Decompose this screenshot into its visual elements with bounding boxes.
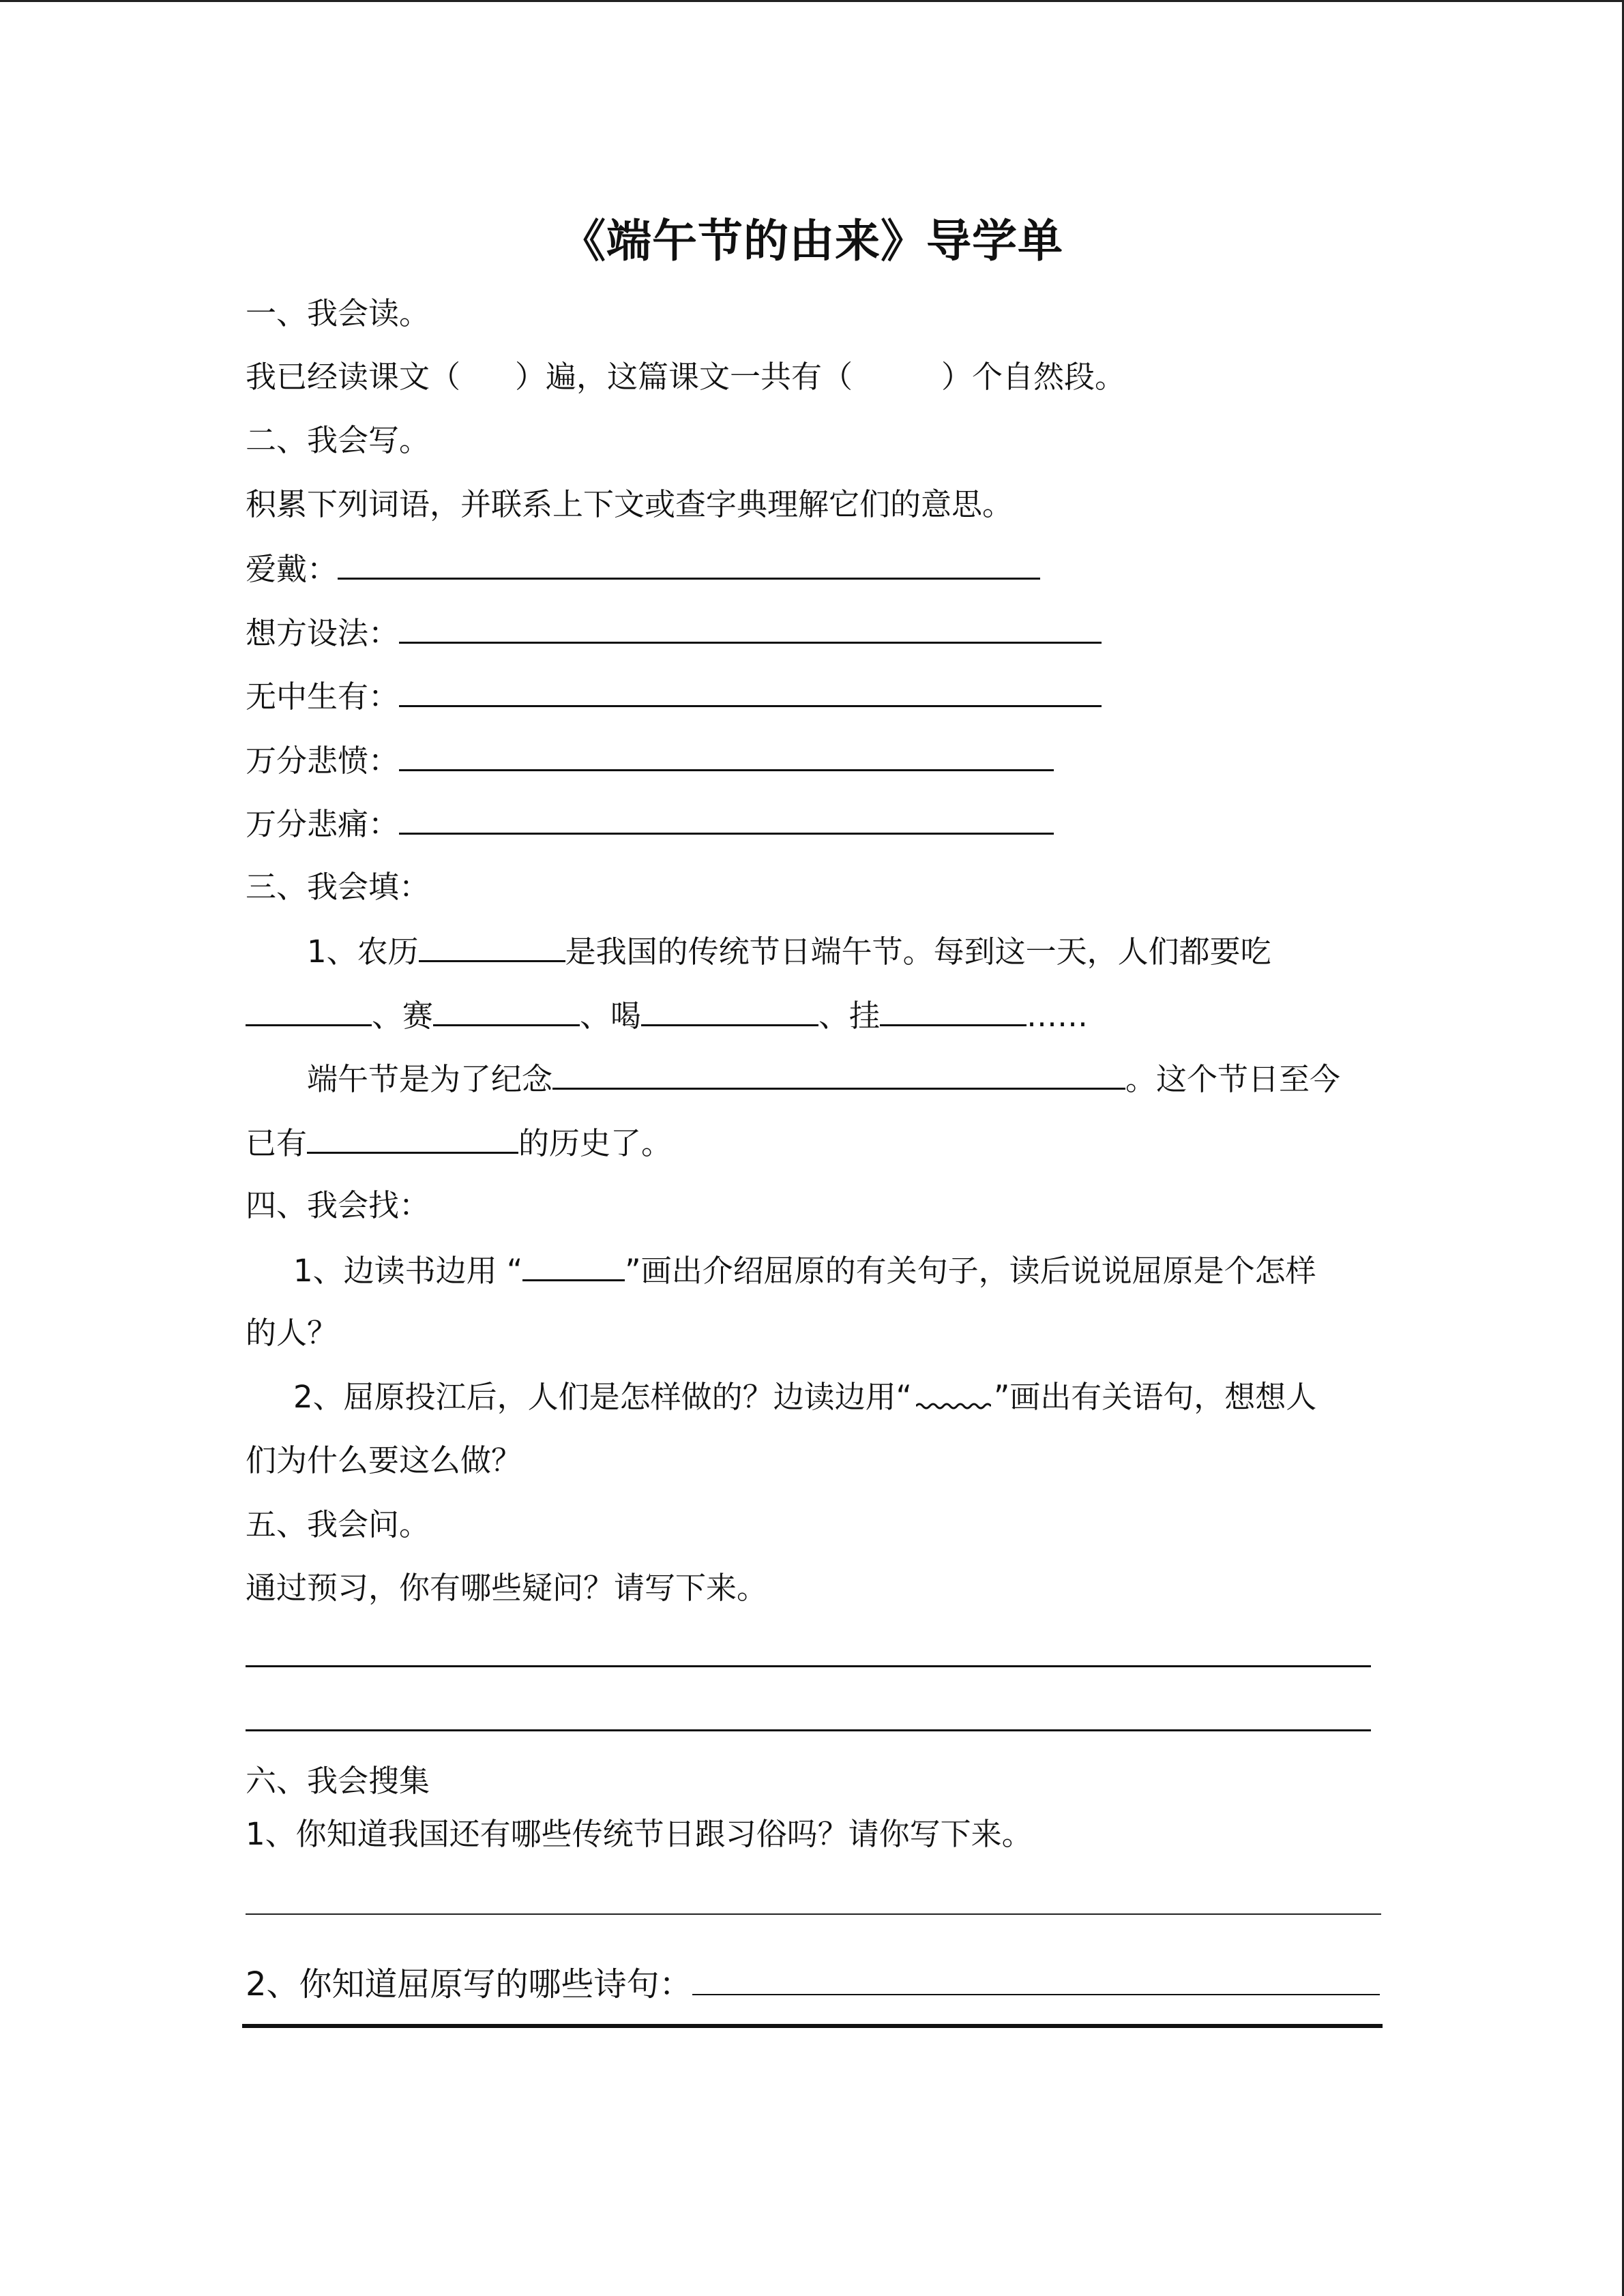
fill-line-4 [246,1122,672,1164]
festival-answer-line[interactable] [246,1913,1381,1915]
word-label: 万分悲痛： [246,806,400,842]
section-3-heading: 三、我会填： [246,869,430,905]
fill-line-2 [246,994,1088,1037]
fill-text: 、挂 [818,998,881,1034]
poem-question-line [246,1964,1380,2005]
word-answer-blank[interactable] [399,803,1054,835]
wavy-line-mark [912,1377,994,1407]
fill-text: 端午节是为了纪念 [307,1061,553,1097]
question-answer-line-1[interactable] [246,1665,1371,1667]
fill-line-1 [307,930,1271,972]
fill-text: 已有 [246,1125,308,1161]
page-title: 《端午节的由来》导学单 [561,215,1063,267]
section-2-instruction: 积累下列词语，并联系上下文或查字典理解它们的意思。 [246,486,1014,522]
word-line-aidai [246,548,1040,590]
section-5-instruction: 通过预习，你有哪些疑问？请写下来。 [246,1570,768,1606]
find-question-1 [293,1249,1316,1292]
bottom-rule [242,2024,1383,2028]
section-2-heading: 二、我会写。 [246,422,430,458]
fill-text: 。这个节日至今 [1125,1061,1341,1097]
section-6-heading: 六、我会搜集 [246,1763,430,1799]
fill-text: …… [1027,998,1089,1034]
word-line-beitong [246,803,1054,845]
poem-question: 2、你知道屈原写的哪些诗句： [246,1965,692,2003]
word-answer-blank[interactable] [399,612,1102,644]
word-label: 万分悲愤： [246,743,400,779]
section-4-heading: 四、我会找： [246,1187,430,1223]
fill-text: 的历史了。 [518,1125,673,1161]
read-count-text-b: ）遍，这篇课文一共有（ [515,359,853,395]
find-question-1-cont: 的人？ [246,1315,338,1351]
race-blank[interactable] [433,994,580,1026]
read-count-text-a: 我已经读课文（ [246,359,461,395]
commemorate-blank[interactable] [552,1058,1125,1090]
word-label: 想方设法： [246,615,400,651]
fill-text: 、喝 [580,998,642,1034]
find-text: 1、边读书边用 “ [293,1253,523,1289]
read-count-text-c: ）个自然段。 [941,359,1126,395]
fill-text: 是我国的传统节日端午节。每到这一天，人们都要吃 [565,934,1271,970]
find-question-2-cont: 们为什么要这么做？ [246,1442,522,1478]
drink-blank[interactable] [641,994,818,1026]
eat-blank[interactable] [246,994,372,1026]
word-line-xiangfang [246,612,1102,654]
history-blank[interactable] [307,1122,518,1154]
poem-answer-blank[interactable] [692,1964,1380,1995]
word-line-beifen [246,739,1054,781]
word-answer-blank[interactable] [338,548,1040,580]
find-text: ”画出有关语句，想想人 [993,1379,1317,1415]
festival-question: 1、你知道我国还有哪些传统节日跟习俗吗？请你写下来。 [246,1816,1033,1852]
fill-line-3 [307,1058,1340,1100]
straight-line-mark [522,1249,625,1281]
question-answer-line-2[interactable] [246,1729,1371,1731]
date-blank[interactable] [419,930,565,962]
page-border-top [0,0,1624,2]
section-5-heading: 五、我会问。 [246,1506,430,1542]
find-text: ”画出介绍屈原的有关句子，读后说说屈原是个怎样 [625,1253,1316,1289]
fill-text: 、赛 [372,998,434,1034]
word-line-wuzhong [246,675,1102,717]
section-1-heading: 一、我会读。 [246,295,430,331]
word-label: 爱戴： [246,551,338,587]
find-text: 2、屈原投江后，人们是怎样做的？边读边用“ [293,1379,912,1415]
word-answer-blank[interactable] [399,675,1102,707]
find-question-2 [293,1377,1316,1418]
fill-text: 1、农历 [307,934,419,970]
hang-blank[interactable] [880,994,1027,1026]
read-count-line [246,357,1125,398]
word-label: 无中生有： [246,679,400,715]
word-answer-blank[interactable] [399,739,1054,771]
